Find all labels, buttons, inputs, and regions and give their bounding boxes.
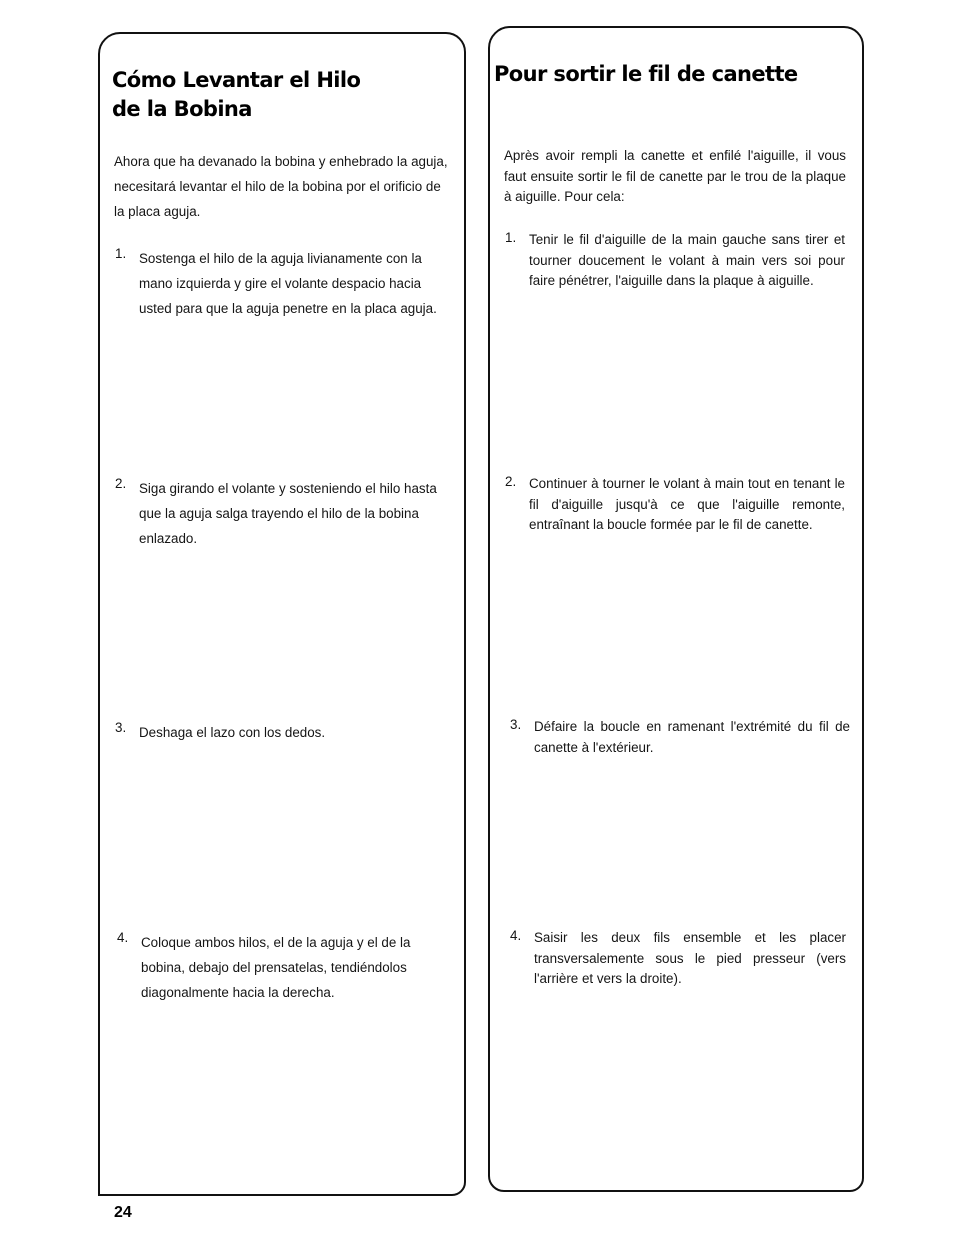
step-number: 4.: [117, 930, 129, 945]
step-number: 2.: [505, 474, 517, 489]
step-text: Continuer à tourner le volant à main tout en tenant le fil d'aiguille jusqu'à ce que l'aiguille remonte, entraînant la boucle formée par le fil de canette.: [529, 476, 845, 532]
spanish-step-2: [115, 476, 451, 551]
step-number: 1.: [115, 246, 127, 261]
spanish-heading: [112, 66, 452, 124]
step-text: Coloque ambos hilos, el de la aguja y el de la bobina, debajo del prensatelas, tendiéndolos diagonalmente hacia la derecha.: [141, 935, 411, 1000]
french-step-1: [505, 230, 845, 292]
spanish-step-3: [115, 720, 451, 745]
spanish-step-1: [115, 246, 451, 321]
step-number: 3.: [510, 717, 522, 732]
french-step-3: [510, 717, 850, 758]
step-text: Défaire la boucle en ramenant l'extrémité du fil de canette à l'extérieur.: [534, 719, 850, 755]
step-text: Saisir les deux fils ensemble et les placer transversalemente sous le pied presseur (vers l'arrière et vers la droite).: [534, 930, 846, 986]
spanish-step-4: [117, 930, 455, 1005]
spanish-heading-line2: de la Bobina: [112, 97, 252, 121]
step-text: Deshaga el lazo con los dedos.: [139, 725, 326, 740]
step-number: 4.: [510, 928, 522, 943]
french-step-2: [505, 474, 845, 536]
french-step-4: [510, 928, 846, 990]
spanish-intro: Ahora que ha devanado la bobina y enhebrado la aguja, necesitará levantar el hilo de la bobina por el orificio de la placa aguja.: [114, 154, 448, 219]
step-number: 2.: [115, 476, 127, 491]
spanish-heading-line1: Cómo Levantar el Hilo: [112, 68, 361, 92]
french-heading: Pour sortir le fil de canette: [494, 62, 798, 86]
step-number: 1.: [505, 230, 517, 245]
step-number: 3.: [115, 720, 127, 735]
step-text: Sostenga el hilo de la aguja livianamente con la mano izquierda y gire el volante despacio hacia usted para que la aguja penetre en la placa aguja.: [139, 251, 437, 316]
page-number: 24: [114, 1204, 132, 1221]
french-intro: Après avoir rempli la canette et enfilé l'aiguille, il vous faut ensuite sortir le fil de canette par le trou de la plaque à aiguille. Pour cela:: [504, 148, 846, 204]
step-text: Tenir le fil d'aiguille de la main gauche sans tirer et tourner doucement le volant à main vers soi pour faire pénétrer, l'aiguille dans la plaque à aiguille.: [529, 232, 845, 288]
step-text: Siga girando el volante y sosteniendo el hilo hasta que la aguja salga trayendo el hilo de la bobina enlazado.: [139, 481, 437, 546]
